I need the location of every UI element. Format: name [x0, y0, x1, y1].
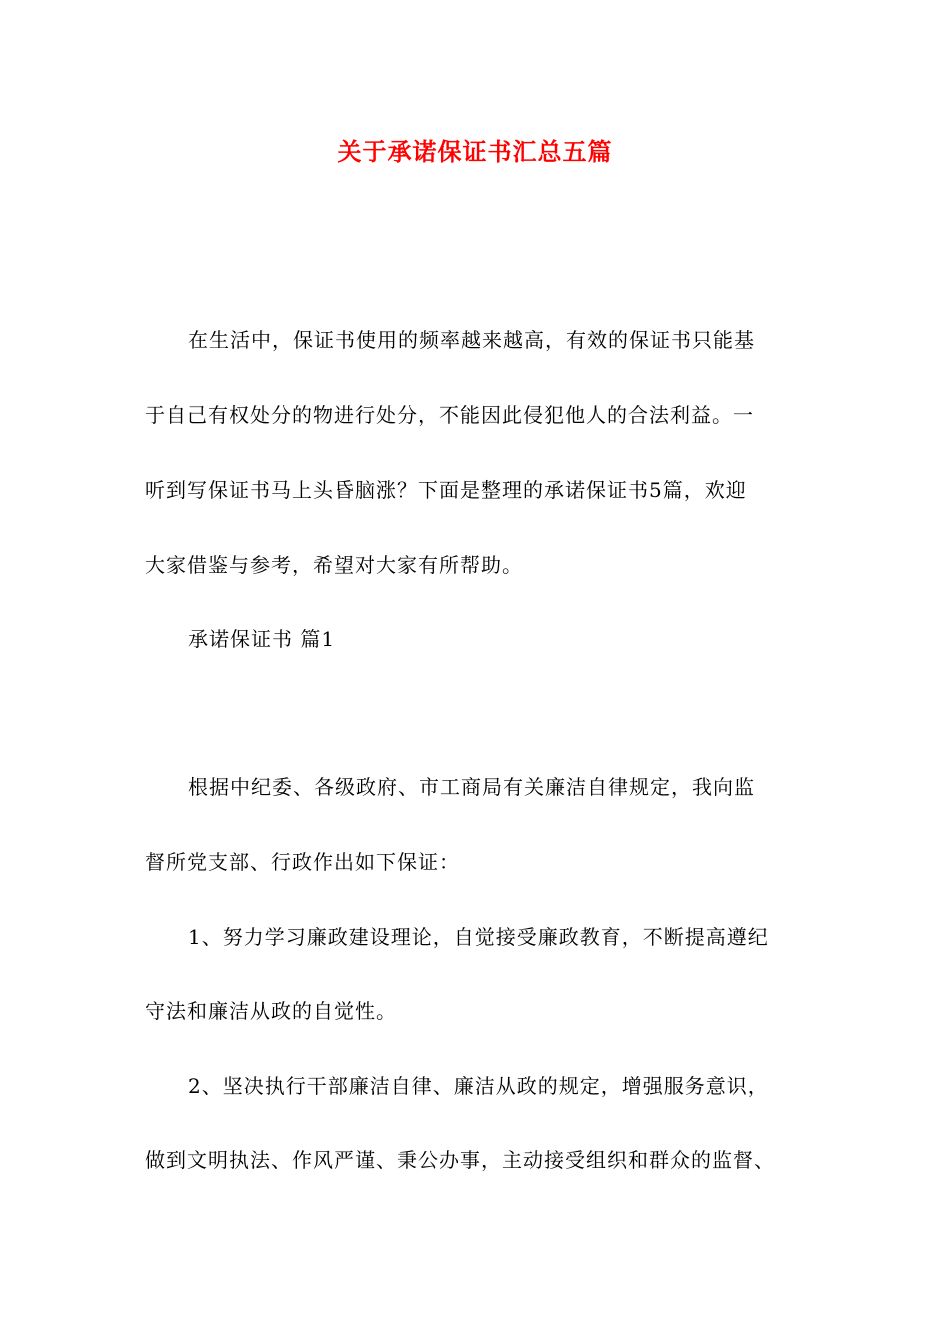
paragraph-line: 根据中纪委、各级政府、市工商局有关廉洁自律规定，我向监: [188, 775, 755, 799]
list-item-line: 2、坚决执行干部廉洁自律、廉洁从政的规定，增强服务意识，: [188, 1074, 769, 1098]
paragraph-line: 听到写保证书马上头昏脑涨？下面是整理的承诺保证书5篇，欢迎: [145, 478, 747, 502]
list-item-line: 1、努力学习廉政建设理论，自觉接受廉政教育，不断提高遵纪: [188, 925, 769, 949]
section-heading: 承诺保证书 篇1: [188, 627, 336, 651]
paragraph-line: 大家借鉴与参考，希望对大家有所帮助。: [145, 553, 523, 577]
paragraph-line: 在生活中，保证书使用的频率越来越高，有效的保证书只能基: [188, 328, 755, 352]
list-item-line: 守法和廉洁从政的自觉性。: [145, 999, 397, 1023]
paragraph-line: 于自己有权处分的物进行处分，不能因此侵犯他人的合法利益。一: [145, 403, 754, 427]
list-item-line: 做到文明执法、作风严谨、秉公办事，主动接受组织和群众的监督、: [145, 1148, 775, 1172]
document-title: 关于承诺保证书汇总五篇: [337, 137, 613, 166]
paragraph-line: 督所党支部、行政作出如下保证：: [145, 850, 460, 874]
